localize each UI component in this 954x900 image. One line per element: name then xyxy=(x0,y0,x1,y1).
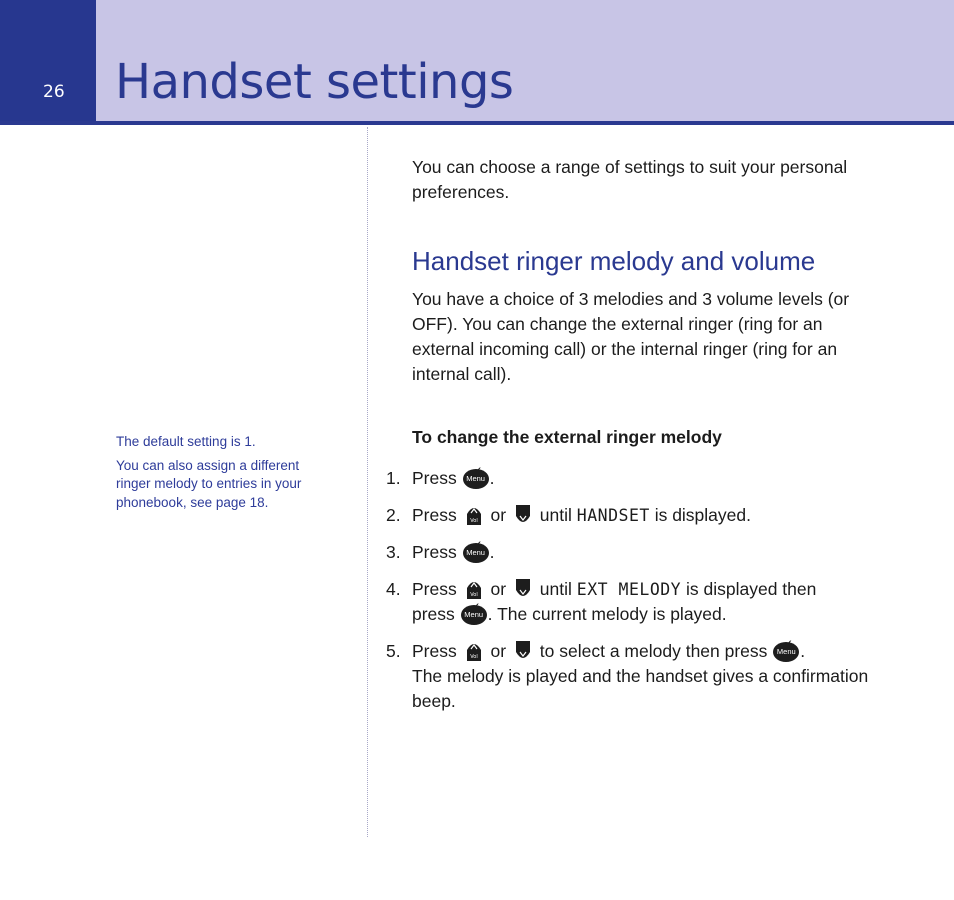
up-vol-key-icon xyxy=(464,640,484,662)
section-body: You have a choice of 3 melodies and 3 volume levels (or OFF). You can change the external ringer (ring for an external incoming call) or the internal ringer (ring for an internal call). xyxy=(412,289,850,384)
procedure-heading: To change the external ringer melody xyxy=(412,427,722,447)
down-key-icon xyxy=(513,578,533,600)
page-number-tab xyxy=(0,0,96,121)
svg-text:Vol: Vol xyxy=(469,518,478,524)
page-header xyxy=(0,0,954,121)
procedure-steps xyxy=(386,466,886,726)
step-word: Press xyxy=(412,542,457,562)
sidebar-notes xyxy=(116,433,336,517)
sidebar-note: You can also assign a different ringer melody to entries in your phonebook, see page 18. xyxy=(116,457,302,510)
step-2: 2. Press Vol or until HANDSET is displayed. xyxy=(386,503,886,528)
step-word: Press xyxy=(412,579,457,599)
svg-text:Vol: Vol xyxy=(469,654,478,660)
step-number: 3. xyxy=(386,542,401,562)
step-word: Press xyxy=(412,468,457,488)
header-rule xyxy=(0,121,954,125)
step-number: 1. xyxy=(386,468,401,488)
step-word: Press xyxy=(412,505,457,525)
step-1: 1. Press Menu . xyxy=(386,466,886,491)
column-divider xyxy=(367,127,368,837)
display-text: EXT MELODY xyxy=(576,580,682,599)
step-continuation: The melody is played and the handset gives a confirmation beep. xyxy=(412,666,869,711)
menu-key-icon: Menu xyxy=(463,467,489,489)
step-5: 5. Press Vol or to select a melody then press Menu . The melody is played and the handset gives a confirmation beep. xyxy=(386,641,869,711)
step-number: 2. xyxy=(386,505,401,525)
page-title: Handset settings xyxy=(115,54,514,110)
section-heading: Handset ringer melody and volume xyxy=(412,246,816,276)
down-key-icon xyxy=(513,504,533,526)
step-number: 4. xyxy=(386,579,401,599)
step-number: 5. xyxy=(386,641,401,661)
sidebar-note: The default setting is 1. xyxy=(116,434,256,449)
menu-key-icon: Menu xyxy=(463,541,489,563)
svg-text:Vol: Vol xyxy=(469,592,478,598)
menu-key-icon: Menu xyxy=(773,640,799,662)
main-content xyxy=(412,155,887,450)
down-key-icon xyxy=(513,640,533,662)
intro-text: You can choose a range of settings to suit your personal preferences. xyxy=(412,157,848,202)
step-4: 4. Press Vol or until EXT MELODY is displayed then press Menu . The current melody is played. xyxy=(386,579,817,624)
up-vol-key-icon xyxy=(464,504,484,526)
step-word: Press xyxy=(412,641,457,661)
menu-key-icon: Menu xyxy=(461,603,487,625)
display-text: HANDSET xyxy=(576,506,650,525)
step-3: 3. Press Menu . xyxy=(386,540,886,565)
page-number: 26 xyxy=(43,82,65,102)
